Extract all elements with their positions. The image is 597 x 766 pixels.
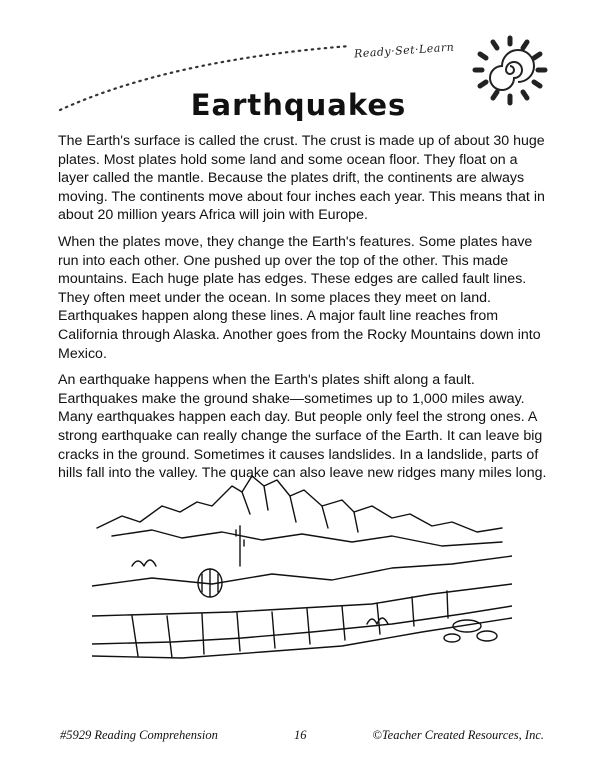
paragraph-3: An earthquake happens when the Earth's plates shift along a fault. Earthquakes make the ground shake—sometimes up to 1,000 miles away. Many earthquakes happen each day. But people only feel the strong ones. A strong earthquake can really change the surface of the Earth. It can leave big cracks in the ground. Sometimes it causes landslides. In a landslide, parts of hills fall into the valley. The quake can also leave new ridges many miles long. (58, 372, 547, 482)
brand-label: Ready·Set·Learn (353, 40, 455, 61)
page-footer (60, 728, 544, 744)
footer-book-title: #5929 Reading Comprehension (60, 728, 218, 742)
page-title: Earthquakes (190, 88, 407, 122)
footer-copyright: ©Teacher Created Resources, Inc. (372, 728, 544, 742)
article-body (58, 132, 550, 491)
page-header (0, 0, 597, 125)
footer-page-number: 16 (294, 728, 307, 742)
paragraph-1: The Earth's surface is called the crust. The crust is made up of about 30 huge plates. Most plates hold some land and some ocean floor. They float on a layer called the mantle. Because the plates drift, the continents are always moving. The continents move about four inches each year. This means that in about 20 million years Africa will join with Europe. (58, 133, 545, 224)
paragraph-2: When the plates move, they change the Earth's features. Some plates have run into each other. One pushed up over the top of the other. This made mountains. Each huge plate has edges. These edges are called fault lines. They often meet under the ocean. In some places they meet on land. Earthquakes happen along these lines. A major fault line reaches from California through Alaska. Another goes from the Rocky Mountains down into Mexico. (58, 233, 541, 362)
desert-fault-line-illustration (92, 466, 512, 716)
